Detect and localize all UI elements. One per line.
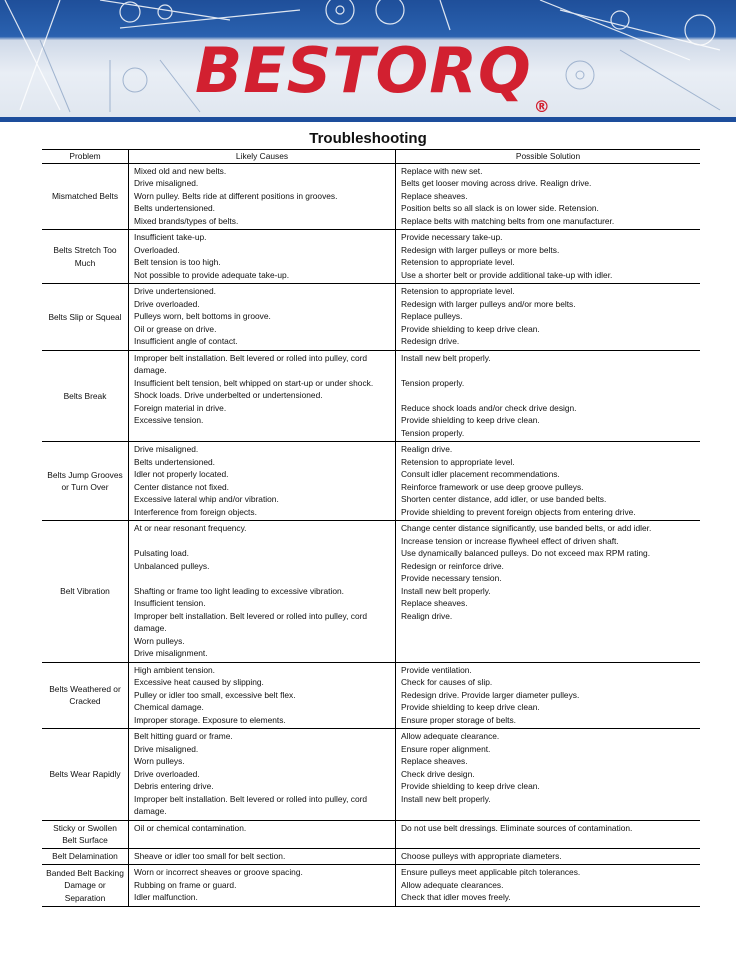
cause-line: Interference from foreign objects. [134,506,257,517]
solution-line: Check for causes of slip. [401,677,493,687]
cause-line: Sheave or idler too small for belt section. [134,850,286,861]
cause-line: Improper storage. Exposure to elements. [134,714,286,725]
solution-line: Position belts so all slack is on lower side. Retension. [401,203,599,213]
cause-line: Idler not properly located. [134,469,229,479]
causes-cell [129,230,396,284]
causes-cell [129,865,396,907]
solution-line: Belts get looser moving across drive. Realign drive. [401,178,592,188]
solution-line: Replace sheaves. [401,598,468,608]
cause-line: Pulleys worn, belt bottoms in groove. [134,311,271,321]
causes-cell [129,662,396,729]
problem-cell: Sticky or Swollen Belt Surface [42,820,129,848]
table-row [42,230,700,284]
solutions-cell [396,284,701,351]
solution-line: Redesign drive. Provide larger diameter pulleys. [401,689,580,700]
solutions-cell [396,442,701,521]
cause-line: At or near resonant frequency. [134,523,247,533]
cause-line [134,535,390,548]
solution-line: Redesign with larger pulleys and/or more belts. [401,298,576,309]
solution-line: Realign drive. [401,610,453,621]
causes-cell [129,284,396,351]
cause-line: Oil or chemical contamination. [134,822,247,833]
cause-line: Idler malfunction. [134,892,198,902]
cause-line: Chemical damage. [134,702,204,712]
cause-line: High ambient tension. [134,664,216,675]
problem-cell: Belt Delamination [42,848,129,865]
cause-line: Drive misalignment. [134,648,208,658]
problem-cell: Belts Stretch Too Much [42,230,129,284]
column-header-possible-solution: Possible Solution [396,150,701,164]
solution-line: Replace sheaves. [401,756,468,766]
cause-line: Unbalanced pulleys. [134,560,210,571]
solution-line: Tension properly. [401,377,465,388]
cause-line [134,572,390,585]
solution-line: Retension to appropriate level. [401,257,515,267]
solution-line: Provide shielding to prevent foreign objects from entering drive. [401,506,636,517]
solution-line: Provide shielding to keep drive clean. [401,415,540,425]
causes-cell [129,848,396,865]
solution-line: Use a shorter belt or provide additional take-up with idler. [401,269,613,280]
solution-line: Redesign or reinforce drive. [401,560,504,571]
solution-line: Tension properly. [401,427,465,438]
solution-line [401,364,695,377]
cause-line: Drive misaligned. [134,178,199,188]
cause-line: Rubbing on frame or guard. [134,879,237,890]
solution-line: Install new belt properly. [401,352,491,363]
solutions-cell [396,729,701,821]
cause-line: Shafting or frame too light leading to excessive vibration. [134,585,344,596]
solution-line: Ensure pulleys meet applicable pitch tolerances. [401,867,581,877]
solution-line: Provide necessary take-up. [401,232,503,242]
solution-line: Use dynamically balanced pulleys. Do not exceed max RPM rating. [401,548,651,558]
solutions-cell [396,865,701,907]
problem-cell: Belt Vibration [42,521,129,663]
problem-cell: Belts Jump Grooves or Turn Over [42,442,129,521]
cause-line: Excessive tension. [134,415,204,425]
table-row [42,350,700,442]
solution-line: Provide necessary tension. [401,573,502,583]
table-row [42,865,700,907]
column-header-problem: Problem [42,150,129,164]
cause-line: Excessive heat caused by slipping. [134,677,264,687]
cause-line: Mixed old and new belts. [134,165,227,176]
cause-line: Pulsating load. [134,548,189,558]
problem-cell: Banded Belt Backing Damage or Separation [42,865,129,907]
table-row [42,820,700,848]
solution-line: Check drive design. [401,768,475,779]
cause-line: Drive undertensioned. [134,286,216,296]
causes-cell [129,163,396,230]
solution-line: Change center distance significantly, use banded belts, or add idler. [401,523,652,533]
cause-line: Improper belt installation. Belt levered or rolled into pulley, cord damage. [134,352,368,375]
cause-line: Worn pulleys. [134,635,185,646]
solution-line: Check that idler moves freely. [401,892,511,902]
solution-line: Install new belt properly. [401,585,491,596]
solution-line: Replace with new set. [401,165,483,176]
cause-line: Worn pulleys. [134,756,185,766]
cause-line: Insufficient tension. [134,598,206,608]
solution-line: Ensure proper storage of belts. [401,714,516,725]
cause-line: Insufficient angle of contact. [134,336,238,346]
solution-line: Provide shielding to keep drive clean. [401,702,540,712]
solution-line: Provide shielding to keep drive clean. [401,781,540,791]
cause-line: Belts undertensioned. [134,456,216,467]
causes-cell [129,521,396,663]
cause-line: Worn pulley. Belts ride at different positions in grooves. [134,190,338,201]
cause-line: Foreign material in drive. [134,402,227,413]
solutions-cell [396,350,701,442]
cause-line: Shock loads. Drive underbelted or undertensioned. [134,390,323,400]
header-banner [0,0,736,122]
cause-line: Drive overloaded. [134,298,200,309]
cause-line: Pulley or idler too small, excessive belt flex. [134,689,296,700]
problem-cell: Mismatched Belts [42,163,129,230]
table-row [42,662,700,729]
causes-cell [129,442,396,521]
solution-line: Do not use belt dressings. Eliminate sources of contamination. [401,822,633,833]
table-body [42,163,700,906]
solutions-cell [396,820,701,848]
table-row [42,442,700,521]
solution-line: Retension to appropriate level. [401,456,515,467]
bestorq-logo: BESTORQ ® [195,34,551,116]
table-header-row [42,150,700,164]
problem-cell: Belts Break [42,350,129,442]
cause-line: Belt tension is too high. [134,257,221,267]
solution-line: Replace pulleys. [401,311,463,321]
problem-cell: Belts Weathered or Cracked [42,662,129,729]
solution-line: Increase tension or increase flywheel effect of driven shaft. [401,535,619,546]
table-row [42,284,700,351]
solution-line: Reinforce framework or use deep groove pulleys. [401,481,584,492]
table-row [42,163,700,230]
solution-line: Reduce shock loads and/or check drive design. [401,402,577,413]
solution-line: Realign drive. [401,444,453,454]
page-title: Troubleshooting [309,130,427,147]
solutions-cell [396,163,701,230]
cause-line: Oil or grease on drive. [134,323,217,334]
table-row [42,848,700,865]
cause-line: Mixed brands/types of belts. [134,215,239,226]
solution-line: Ensure roper alignment. [401,743,491,754]
solution-line: Choose pulleys with appropriate diameters. [401,850,562,861]
solution-line: Allow adequate clearances. [401,879,504,890]
cause-line: Insufficient take-up. [134,232,207,242]
solutions-cell [396,230,701,284]
cause-line: Overloaded. [134,244,180,255]
banner-stripe [0,117,736,122]
cause-line: Drive misaligned. [134,743,199,754]
solution-line: Retension to appropriate level. [401,286,515,296]
table-row [42,521,700,663]
cause-line: Not possible to provide adequate take-up. [134,269,290,280]
solution-line: Provide ventilation. [401,664,472,675]
troubleshooting-table [42,149,700,907]
cause-line: Improper belt installation. Belt levered or rolled into pulley, cord damage. [134,610,368,633]
solution-line: Consult idler placement recommendations. [401,469,560,479]
cause-line: Insufficient belt tension, belt whipped on start-up or under shock. [134,377,374,388]
problem-cell: Belts Wear Rapidly [42,729,129,821]
solutions-cell [396,662,701,729]
solution-line: Replace sheaves. [401,190,468,201]
cause-line: Center distance not fixed. [134,481,229,492]
cause-line: Belts undertensioned. [134,203,216,213]
causes-cell [129,729,396,821]
solution-line: Install new belt properly. [401,793,491,804]
cause-line: Belt hitting guard or frame. [134,731,233,741]
cause-line: Debris entering drive. [134,781,214,791]
cause-line: Drive misaligned. [134,444,199,454]
table-row [42,729,700,821]
cause-line: Improper belt installation. Belt levered or rolled into pulley, cord damage. [134,793,368,816]
solution-line: Redesign with larger pulleys or more belts. [401,244,560,255]
solution-line: Allow adequate clearance. [401,731,500,741]
solution-line: Redesign drive. [401,336,460,346]
solution-line: Provide shielding to keep drive clean. [401,323,540,334]
cause-line: Excessive lateral whip and/or vibration. [134,494,279,504]
causes-cell [129,820,396,848]
solutions-cell [396,848,701,865]
solution-line: Shorten center distance, add idler, or use banded belts. [401,494,607,504]
solutions-cell [396,521,701,663]
causes-cell [129,350,396,442]
cause-line: Drive overloaded. [134,768,200,779]
column-header-likely-causes: Likely Causes [129,150,396,164]
problem-cell: Belts Slip or Squeal [42,284,129,351]
cause-line: Worn or incorrect sheaves or groove spacing. [134,867,303,877]
solution-line [401,389,695,402]
solution-line: Replace belts with matching belts from one manufacturer. [401,215,615,226]
